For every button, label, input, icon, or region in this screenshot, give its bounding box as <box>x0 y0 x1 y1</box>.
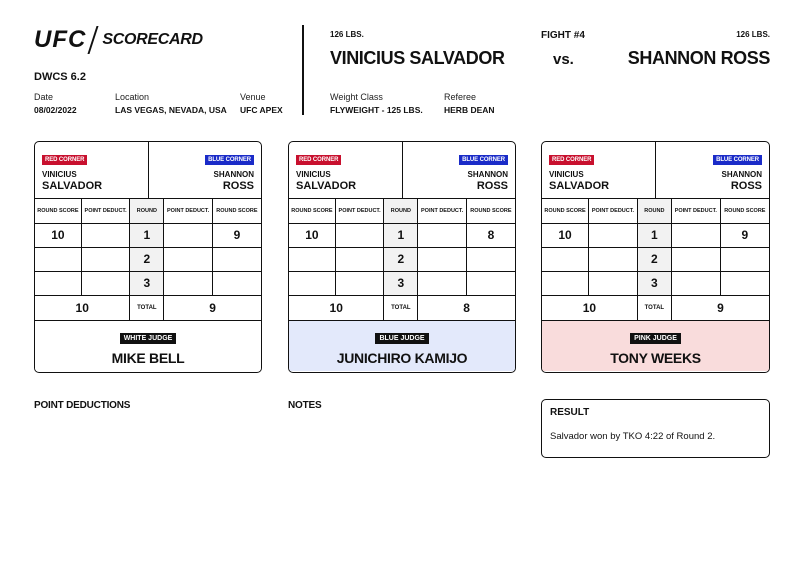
round-score-header: ROUND SCORE <box>720 199 769 223</box>
round-row <box>289 223 515 247</box>
blue-fighter-first-name: SHANNON <box>213 170 254 179</box>
red-round-score: 10 <box>542 223 589 247</box>
judge-name: JUNICHIRO KAMIJO <box>336 349 468 366</box>
red-round-score <box>289 271 335 295</box>
round-score-header: ROUND SCORE <box>35 199 81 223</box>
red-corner <box>542 142 656 198</box>
date-label: Date <box>34 92 54 102</box>
location-info <box>115 92 227 115</box>
blue-fighter-last-name: ROSS <box>222 180 254 192</box>
venue-info <box>240 92 283 115</box>
red-point-deduction <box>81 223 130 247</box>
blue-corner-tag: BLUE CORNER <box>459 155 508 165</box>
score-header-row <box>289 199 515 223</box>
blue-total: 9 <box>671 295 769 320</box>
point-deductions-title: POINT DEDUCTIONS <box>34 400 131 411</box>
red-point-deduction <box>335 271 384 295</box>
logo-subtitle: SCORECARD <box>102 31 203 48</box>
corner-header <box>35 142 261 199</box>
red-point-deduction <box>81 271 130 295</box>
round-number: 2 <box>384 247 418 271</box>
round-score-header: ROUND SCORE <box>212 199 261 223</box>
round-number: 2 <box>637 247 671 271</box>
blue-round-score <box>466 247 515 271</box>
round-row <box>542 223 769 247</box>
total-label: TOTAL <box>637 295 671 320</box>
red-corner-tag: RED CORNER <box>549 155 594 165</box>
red-round-score: 10 <box>289 223 335 247</box>
red-point-deduction <box>589 223 638 247</box>
result-text: Salvador won by TKO 4:22 of Round 2. <box>550 431 716 442</box>
fighter2-weight: 126 LBS. <box>736 30 770 39</box>
total-label: TOTAL <box>384 295 418 320</box>
judge-name: TONY WEEKS <box>610 349 701 366</box>
blue-point-deduction <box>418 271 467 295</box>
red-total: 10 <box>542 295 637 320</box>
red-round-score <box>35 247 81 271</box>
round-row <box>35 247 261 271</box>
red-fighter-last-name: SALVADOR <box>296 180 357 192</box>
blue-round-score <box>466 271 515 295</box>
event-name: DWCS 6.2 <box>34 71 86 83</box>
point-deduct-header: POINT DEDUCT. <box>418 199 467 223</box>
point-deduct-header: POINT DEDUCT. <box>671 199 720 223</box>
location-value: LAS VEGAS, NEVADA, USA <box>115 105 227 115</box>
point-deduct-header: POINT DEDUCT. <box>164 199 213 223</box>
red-corner-tag: RED CORNER <box>296 155 341 165</box>
date-value: 08/02/2022 <box>34 105 77 115</box>
round-row <box>289 247 515 271</box>
venue-value: UFC APEX <box>240 105 283 115</box>
fighter1-name: VINICIUS SALVADOR <box>330 48 505 68</box>
location-label: Location <box>115 92 150 102</box>
red-corner-tag: RED CORNER <box>42 155 87 165</box>
red-point-deduction <box>589 247 638 271</box>
round-row <box>542 247 769 271</box>
judge-label: WHITE JUDGE <box>120 333 177 344</box>
venue-label: Venue <box>240 92 266 102</box>
judge-name: MIKE BELL <box>111 349 185 366</box>
round-header: ROUND <box>130 199 164 223</box>
round-row <box>289 271 515 295</box>
round-number: 3 <box>130 271 164 295</box>
fighter2-name: SHANNON ROSS <box>627 48 770 68</box>
result-box <box>541 399 770 458</box>
blue-fighter-last-name: ROSS <box>730 180 762 192</box>
score-table <box>289 199 515 321</box>
blue-point-deduction <box>164 223 213 247</box>
referee-value: HERB DEAN <box>444 105 495 115</box>
point-deduct-header: POINT DEDUCT. <box>335 199 384 223</box>
blue-round-score <box>720 247 769 271</box>
referee-info <box>444 92 495 115</box>
weight-class-value: FLYWEIGHT - 125 LBS. <box>330 105 423 115</box>
blue-point-deduction <box>418 247 467 271</box>
round-score-header: ROUND SCORE <box>466 199 515 223</box>
total-row <box>35 295 261 320</box>
score-table <box>35 199 261 321</box>
total-row <box>289 295 515 320</box>
blue-point-deduction <box>671 247 720 271</box>
blue-round-score: 9 <box>212 223 261 247</box>
judge-section <box>289 321 515 371</box>
round-number: 1 <box>130 223 164 247</box>
blue-round-score <box>212 271 261 295</box>
red-point-deduction <box>589 271 638 295</box>
round-number: 1 <box>637 223 671 247</box>
score-header-row <box>542 199 769 223</box>
red-round-score <box>35 271 81 295</box>
red-fighter-first-name: VINICIUS <box>42 170 77 179</box>
blue-round-score: 8 <box>466 223 515 247</box>
red-point-deduction <box>81 247 130 271</box>
round-score-header: ROUND SCORE <box>542 199 589 223</box>
red-fighter-first-name: VINICIUS <box>296 170 331 179</box>
blue-fighter-first-name: SHANNON <box>467 170 508 179</box>
judge-label: PINK JUDGE <box>630 333 681 344</box>
result-title: RESULT <box>550 407 590 418</box>
blue-corner <box>656 142 769 198</box>
blue-round-score: 9 <box>720 223 769 247</box>
fight-number: FIGHT #4 <box>541 30 585 41</box>
logo-divider <box>88 26 99 54</box>
round-row <box>542 271 769 295</box>
judge-scorecard-2 <box>288 141 516 373</box>
ufc-logo <box>34 26 203 54</box>
blue-point-deduction <box>164 271 213 295</box>
blue-total: 8 <box>418 295 515 320</box>
round-number: 3 <box>637 271 671 295</box>
blue-corner <box>403 142 516 198</box>
header-divider <box>302 25 304 115</box>
red-corner <box>289 142 403 198</box>
red-point-deduction <box>335 223 384 247</box>
vs-label: vs. <box>553 51 574 68</box>
red-total: 10 <box>35 295 130 320</box>
round-header: ROUND <box>637 199 671 223</box>
red-total: 10 <box>289 295 384 320</box>
date-info <box>34 92 77 115</box>
point-deduct-header: POINT DEDUCT. <box>589 199 638 223</box>
round-number: 1 <box>384 223 418 247</box>
blue-fighter-last-name: ROSS <box>476 180 508 192</box>
blue-corner-tag: BLUE CORNER <box>713 155 762 165</box>
blue-corner-tag: BLUE CORNER <box>205 155 254 165</box>
round-number: 3 <box>384 271 418 295</box>
point-deduct-header: POINT DEDUCT. <box>81 199 130 223</box>
red-round-score <box>289 247 335 271</box>
blue-point-deduction <box>418 223 467 247</box>
red-round-score <box>542 247 589 271</box>
judge-scorecard-1 <box>34 141 262 373</box>
blue-point-deduction <box>671 223 720 247</box>
round-row <box>35 223 261 247</box>
blue-fighter-first-name: SHANNON <box>721 170 762 179</box>
blue-corner <box>149 142 262 198</box>
score-table <box>542 199 769 321</box>
corner-header <box>289 142 515 199</box>
blue-point-deduction <box>164 247 213 271</box>
judge-scorecard-3 <box>541 141 770 373</box>
red-corner <box>35 142 149 198</box>
round-number: 2 <box>130 247 164 271</box>
fighter1-weight: 126 LBS. <box>330 30 364 39</box>
weight-class-info <box>330 92 423 115</box>
judge-label: BLUE JUDGE <box>375 333 428 344</box>
blue-round-score <box>212 247 261 271</box>
total-label: TOTAL <box>130 295 164 320</box>
blue-round-score <box>720 271 769 295</box>
red-fighter-last-name: SALVADOR <box>42 180 103 192</box>
red-point-deduction <box>335 247 384 271</box>
score-header-row <box>35 199 261 223</box>
judge-section <box>35 321 261 371</box>
red-fighter-first-name: VINICIUS <box>549 170 584 179</box>
blue-point-deduction <box>671 271 720 295</box>
logo-text: UFC <box>34 26 87 53</box>
corner-header <box>542 142 769 199</box>
red-fighter-last-name: SALVADOR <box>549 180 610 192</box>
round-header: ROUND <box>384 199 418 223</box>
judge-section <box>542 321 769 371</box>
round-score-header: ROUND SCORE <box>289 199 335 223</box>
red-round-score: 10 <box>35 223 81 247</box>
weight-class-label: Weight Class <box>330 92 383 102</box>
notes-title: NOTES <box>288 400 322 411</box>
total-row <box>542 295 769 320</box>
red-round-score <box>542 271 589 295</box>
blue-total: 9 <box>164 295 261 320</box>
round-row <box>35 271 261 295</box>
referee-label: Referee <box>444 92 477 102</box>
